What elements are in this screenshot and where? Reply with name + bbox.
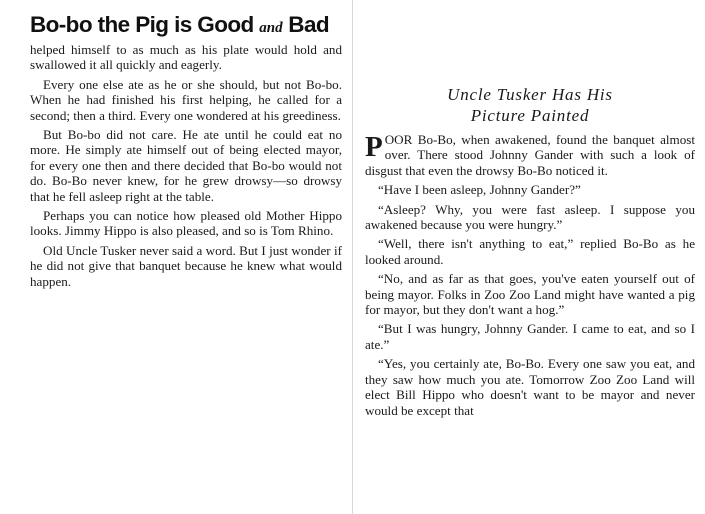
title-main: Bo-bo the Pig is Good bbox=[30, 12, 254, 37]
page-title bbox=[30, 12, 342, 38]
drop-cap: P bbox=[365, 131, 383, 163]
paragraph: Perhaps you can notice how pleased old Mother Hippo looks. Jimmy Hippo is also pleased, and so is Tom Rhino. bbox=[30, 208, 342, 239]
paragraph: “No, and as far as that goes, you've eaten yourself out of being mayor. Folks in Zoo Zoo Land might have wanted a pig for mayor, but they don't want a hog.” bbox=[365, 271, 695, 318]
paragraph: Old Uncle Tusker never said a word. But I just wonder if he did not give that banquet because he knew what would happen. bbox=[30, 242, 342, 289]
first-paragraph bbox=[365, 132, 695, 178]
paragraph: Every one else ate as he or she should, but not Bo-bo. When he had finished his first helping, he called for a second; then a third. Every one wondered at his greediness. bbox=[30, 76, 342, 123]
paragraph: “Asleep? Why, you were fast asleep. I suppose you awakened because you were hungry.” bbox=[365, 201, 695, 233]
paragraph: But Bo-bo did not care. He ate until he could eat no more. He simply ate himself out of being elected mayor, for every one then and there decided that Bo-bo would not do. Bo-Bo never knew, for he grew drowsy—so drowsy that he fell asleep right at the table. bbox=[30, 127, 342, 204]
paragraph: “Well, there isn't anything to eat,” replied Bo-Bo as he looked around. bbox=[365, 236, 695, 267]
chapter-title-line-1: Uncle Tusker Has His bbox=[447, 85, 613, 104]
chapter-title-line-2: Picture Painted bbox=[470, 106, 590, 125]
paragraph: “Yes, you certainly ate, Bo-Bo. Every one saw you eat, and they saw how much you ate. Tomorrow Zoo Zoo Land will elect Bill Hippo who doesn't want to be mayor and never would be except that bbox=[365, 356, 695, 418]
title-end: Bad bbox=[288, 12, 330, 37]
left-page bbox=[0, 0, 352, 514]
paragraph: “Have I been asleep, Johnny Gander?” bbox=[378, 182, 581, 198]
right-page bbox=[353, 0, 705, 514]
paragraph: “But I was hungry, Johnny Gander. I came to eat, and so I ate.” bbox=[365, 321, 695, 352]
title-and: and bbox=[259, 20, 283, 36]
chapter-title bbox=[365, 84, 695, 126]
first-paragraph-text: OOR Bo-Bo, when awakened, found the banquet almost over. There stood Johnny Gander with such a look of disgust that even the drowsy Bo-Bo noticed it. bbox=[365, 132, 695, 178]
paragraph: helped himself to as much as his plate would hold and swallowed it all quickly and eagerly. bbox=[30, 42, 342, 73]
